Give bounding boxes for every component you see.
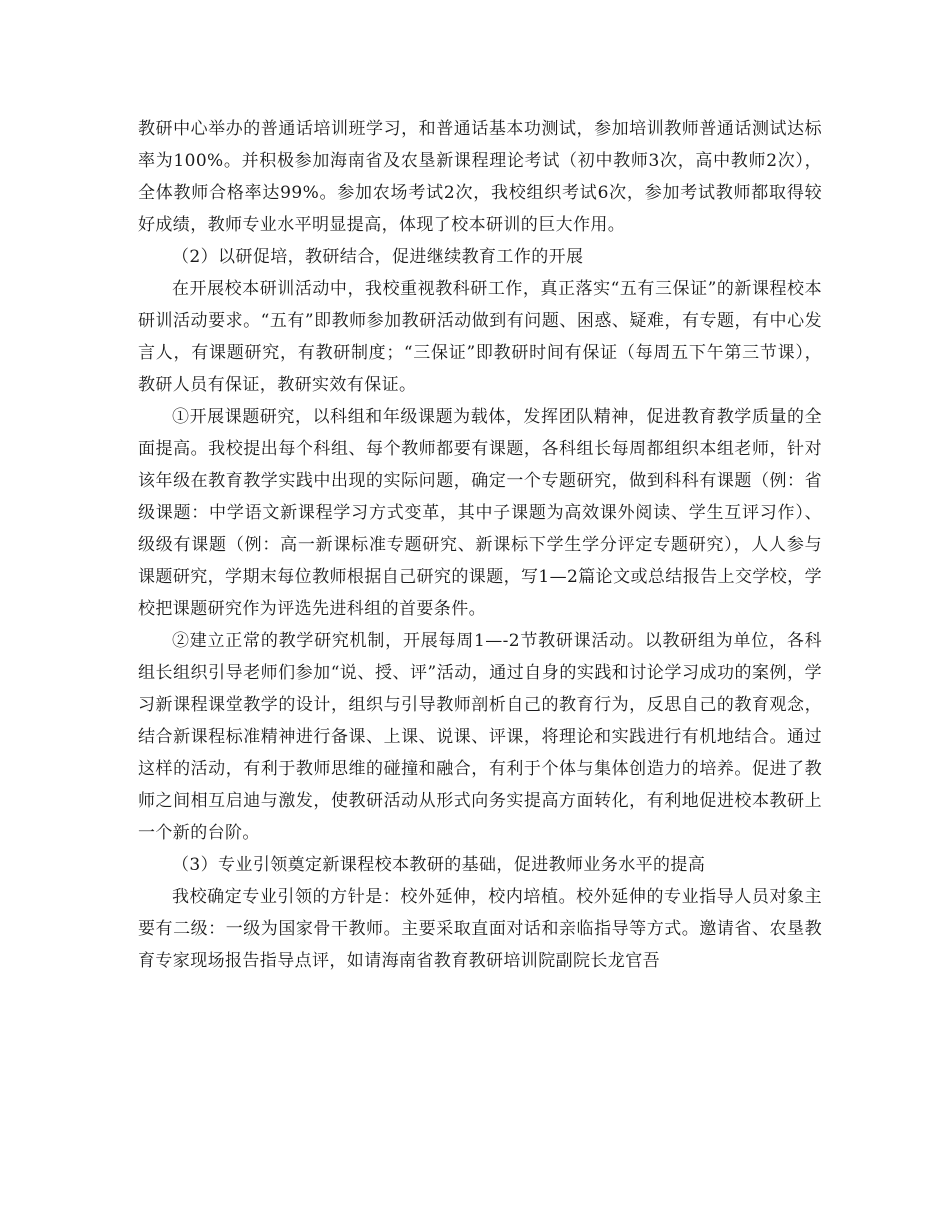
paragraph-topic-research: ①开展课题研究，以科组和年级课题为载体，发挥团队精神，促进教育教学质量的全面提高。我校提出每个科组、每个教师都要有课题，各科组长每周都组织本组老师，针对该年级在教育教学实践中出现的实际问题，确定一个专题研究，做到科科有课题（例：省级课题：中学语文新课程学习方式变革，其中子课题为高效课外阅读、学生互评习作）、级级有课题（例：高一新课标准专题研究、新课标下学生学分评定专题研究），人人参与课题研究，学期末每位教师根据自己研究的课题，写1—2篇论文或总结报告上交学校，学校把课题研究作为评选先进科组的首要条件。: [138, 407, 822, 619]
paragraph-research-mechanism: ②建立正常的教学研究机制，开展每周1—-2节教研课活动。以教研组为单位，各科组长组织引导老师们参加“说、授、评”活动，通过自身的实践和讨论学习成功的案例，学习新课程课堂教学的设计，组织与引导教师剖析自己的教育行为，反思自己的教育观念，结合新课程标准精神进行备课、上课、说课、评课，将理论和实践进行有机地结合。通过这样的活动，有利于教师思维的碰撞和融合，有利于个体与集体创造力的培养。促进了教师之间相互启迪与激发，使教研活动从形式向务实提高方面转化，有利地促进校本教研上一个新的台阶。: [138, 631, 822, 843]
document-body: [138, 113, 822, 977]
paragraph-guidance-policy: 我校确定专业引领的方针是：校外延伸，校内培植。校外延伸的专业指导人员对象主要有二级：一级为国家骨干教师。主要采取直面对话和亲临指导等方式。邀请省、农垦教育专家现场报告指导点评，如请海南省教育教研培训院副院长龙官吾: [138, 887, 822, 971]
heading-professional-guidance: （3）专业引领奠定新课程校本教研的基础，促进教师业务水平的提高: [172, 855, 706, 875]
paragraph-test-results: 教研中心举办的普通话培训班学习，和普通话基本功测试，参加培训教师普通话测试达标率为100%。并积极参加海南省及农垦新课程理论考试（初中教师3次，高中教师2次），全体教师合格率达99%。参加农场考试2次，我校组织考试6次，参加考试教师都取得较好成绩，教师专业水平明显提高，体现了校本研训的巨大作用。: [138, 119, 822, 235]
heading-research-promotes-training: （2）以研促培，教研结合，促进继续教育工作的开展: [172, 247, 584, 267]
paragraph-five-three-guarantees: 在开展校本研训活动中，我校重视教科研工作，真正落实“五有三保证”的新课程校本研训活动要求。“五有”即教师参加教研活动做到有问题、困惑、疑难，有专题，有中心发言人，有课题研究，有教研制度；“三保证”即教研时间有保证（每周五下午第三节课），教研人员有保证，教研实效有保证。: [138, 279, 822, 395]
